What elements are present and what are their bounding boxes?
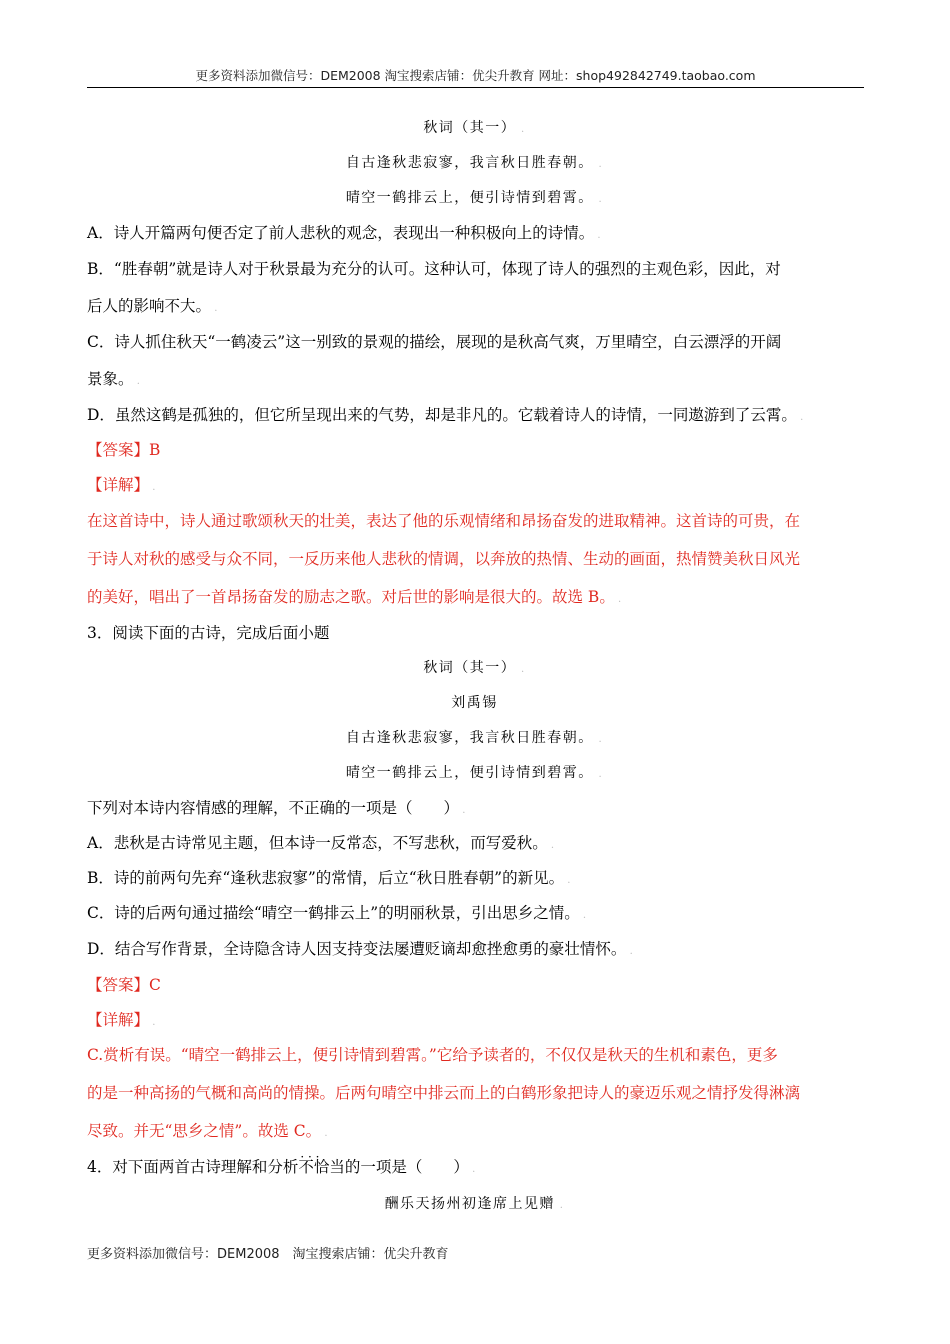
option-a: A．诗人开篇两句便否定了前人悲秋的观念，表现出一种积极向上的诗情。 . — [87, 222, 862, 247]
detail-text: 的是一种高扬的气概和高尚的情操。后两句晴空中排云而上的白鹤形象把诗人的豪迈乐观之情抒发得淋漓 — [87, 1084, 801, 1102]
question-stem — [87, 1156, 862, 1181]
option-b-continued: 后人的影响不大。 . — [87, 295, 862, 320]
option-b: B．“胜春朝”就是诗人对于秋景最为充分的认可。这种认可，体现了诗人的强烈的主观色彩，因此，对 — [87, 260, 781, 278]
stem-before: 4．对下面两首古诗理解和分析 — [87, 1158, 299, 1176]
detail-text: 在这首诗中，诗人通过歌颂秋天的壮美，表达了他的乐观情绪和昂扬奋发的进取精神。这首诗的可贵，在 — [87, 512, 801, 530]
poem-line: 自古逢秋悲寂寥，我言秋日胜春朝。 . — [87, 727, 862, 751]
poem-title: 酬乐天扬州初逢席上见赠 . — [87, 1193, 862, 1217]
detail-text: C.赏析有误。“晴空一鹤排云上，便引诗情到碧霄。”它给予读者的，不仅仅是秋天的生机和素色，更多 — [87, 1046, 778, 1064]
option-d: D．结合写作背景，全诗隐含诗人因支持变法屡遭贬谪却愈挫愈勇的豪壮情怀。 . — [87, 938, 862, 963]
option-c-continued: 景象。 . — [87, 368, 862, 393]
emphasis-text: · · · 不恰当 — [298, 1158, 345, 1176]
answer-label: 【答案】B — [87, 441, 161, 459]
poem-line: 自古逢秋悲寂寥，我言秋日胜春朝。 . — [87, 152, 862, 176]
detail-text: 尽致。并无“思乡之情”。故选 C。 . — [87, 1120, 862, 1145]
stem-after: 的一项是（ ） — [344, 1158, 469, 1176]
poem-title: 秋词（其一） . — [87, 117, 862, 141]
detail-text: 的美好，唱出了一首昂扬奋发的励志之歌。对后世的影响是很大的。故选 B。 . — [87, 586, 862, 611]
page-footer: 更多资料添加微信号：DEM2008 淘宝搜索店铺：优尖升教育 — [87, 1247, 449, 1262]
poem-line: 晴空一鹤排云上，便引诗情到碧霄。 . — [87, 762, 862, 786]
option-d: D．虽然这鹤是孤独的，但它所呈现出来的气势，却是非凡的。它载着诗人的诗情，一同遨游到了云霄。 . — [87, 404, 862, 429]
question-stem: 3．阅读下面的古诗，完成后面小题 — [87, 624, 330, 642]
page-header: 更多资料添加微信号：DEM2008 淘宝搜索店铺：优尖升教育 网址：shop492842749.taobao.com — [195, 68, 756, 83]
detail-text: 于诗人对秋的感受与众不同，一反历来他人悲秋的情调，以奔放的热情、生动的画面，热情赞美秋日风光 — [87, 550, 801, 568]
option-c: C．诗人抓住秋天“一鹤凌云”这一别致的景观的描绘，展现的是秋高气爽，万里晴空，白云漂浮的开阔 — [87, 333, 782, 351]
option-c: C．诗的后两句通过描绘“晴空一鹤排云上”的明丽秋景，引出思乡之情。 . — [87, 902, 862, 927]
poem-line: 晴空一鹤排云上，便引诗情到碧霄。 . — [87, 187, 862, 211]
header-divider — [87, 87, 864, 88]
detail-label: 【详解】 . — [87, 474, 862, 499]
poem-author: 刘禹锡 — [451, 695, 498, 711]
answer-label: 【答案】C — [87, 976, 161, 994]
poem-title: 秋词（其一） . — [87, 657, 862, 681]
option-b: B．诗的前两句先弃“逢秋悲寂寥”的常情，后立“秋日胜春朝”的新见。 . — [87, 867, 862, 892]
question-text: 下列对本诗内容情感的理解，不正确的一项是（ ） . — [87, 797, 862, 822]
option-a: A．悲秋是古诗常见主题，但本诗一反常态，不写悲秋，而写爱秋。 . — [87, 832, 862, 857]
detail-label: 【详解】 . — [87, 1009, 862, 1034]
